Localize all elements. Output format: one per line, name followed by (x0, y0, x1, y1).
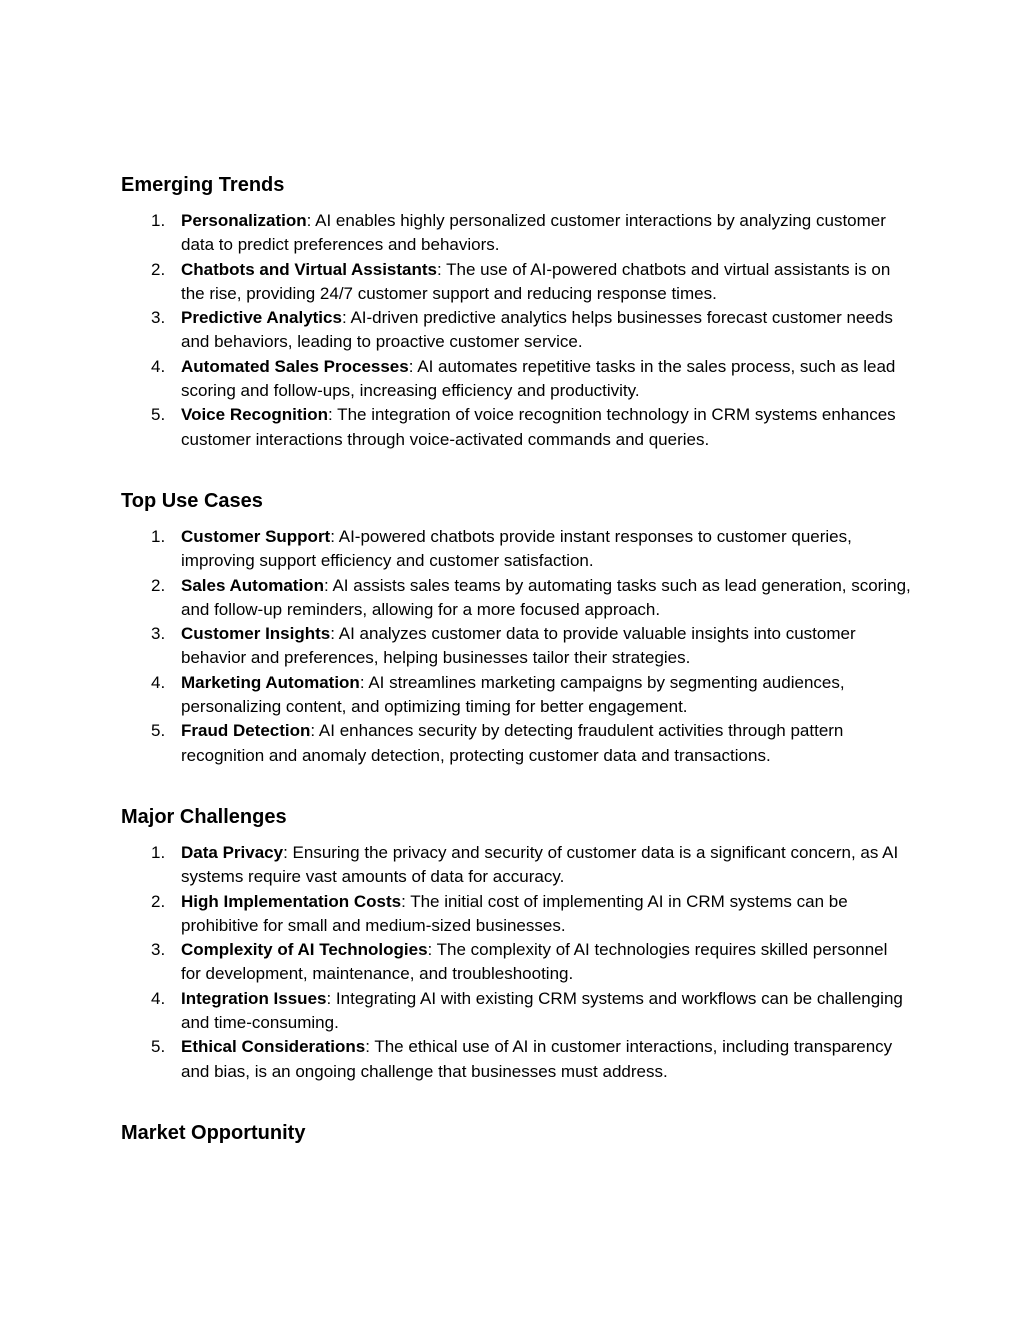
item-number: 2. (151, 259, 166, 279)
section-major-challenges (121, 805, 911, 1081)
item-text: : The complexity of AI technologies requires skilled personnel for development, maintenance, and troubleshooting. (181, 940, 888, 984)
item-number: 4. (151, 356, 166, 376)
list-item (121, 258, 911, 307)
numbered-list (121, 841, 911, 1084)
section-top-use-cases (121, 489, 911, 765)
list-item (121, 719, 911, 768)
numbered-list (121, 525, 911, 768)
list-item (121, 890, 911, 939)
item-number: 1. (151, 211, 166, 230)
item-term: Sales Automation (181, 575, 324, 595)
item-number: 4. (151, 672, 166, 692)
section-heading: Emerging Trends (121, 174, 285, 196)
item-number: 1. (151, 843, 166, 862)
item-text: : The initial cost of implementing AI in CRM systems can be prohibitive for small and medium-sized businesses. (181, 891, 848, 935)
item-text: : The ethical use of AI in customer interactions, including transparency and bias, is an ongoing challenge that businesses must address. (181, 1037, 893, 1081)
item-term: Ethical Considerations (181, 1037, 366, 1057)
item-text: : AI analyzes customer data to provide valuable insights into customer behavior and preferences, helping businesses tailor their strategies. (181, 624, 856, 668)
list-item (121, 987, 911, 1036)
item-number: 4. (151, 988, 166, 1008)
list-item (121, 403, 911, 452)
item-term: Integration Issues (181, 988, 327, 1008)
item-text: : AI enables highly personalized customer interactions by analyzing customer data to predict preferences and behaviors. (181, 211, 886, 255)
item-number: 1. (151, 527, 166, 546)
item-number: 2. (151, 575, 166, 595)
item-term: Chatbots and Virtual Assistants (181, 259, 437, 279)
list-item (121, 306, 911, 355)
list-item (121, 525, 911, 574)
item-number: 5. (151, 1037, 166, 1057)
item-term: Fraud Detection (181, 721, 311, 741)
list-item (121, 209, 911, 258)
item-text: : Integrating AI with existing CRM systems and workflows can be challenging and time-consuming. (181, 988, 903, 1033)
item-number: 3. (151, 308, 166, 328)
numbered-list (121, 209, 911, 452)
item-number: 3. (151, 624, 166, 644)
section-heading: Top Use Cases (121, 490, 263, 512)
item-text: : The integration of voice recognition technology in CRM systems enhances customer interactions through voice-activated commands and queries. (181, 405, 896, 449)
list-item (121, 1035, 911, 1084)
item-term: Personalization (181, 211, 307, 230)
item-term: Complexity of AI Technologies (181, 940, 428, 960)
section-emerging-trends (121, 173, 911, 449)
item-number: 5. (151, 405, 166, 425)
item-text: : Ensuring the privacy and security of customer data is a significant concern, as AI systems require vast amounts of data for accuracy. (181, 843, 899, 887)
item-text: : The use of AI-powered chatbots and virtual assistants is on the rise, providing 24/7 customer support and reducing response times. (181, 259, 891, 303)
item-text: : AI enhances security by detecting fraudulent activities through pattern recognition and anomaly detection, protecting customer data and transactions. (181, 721, 844, 765)
item-term: Data Privacy (181, 843, 284, 862)
section-market-opportunity (121, 1121, 911, 1145)
list-item (121, 671, 911, 720)
item-number: 2. (151, 891, 166, 911)
item-number: 3. (151, 940, 166, 960)
item-term: Predictive Analytics (181, 308, 342, 328)
item-term: Customer Support (181, 527, 331, 546)
list-item (121, 622, 911, 671)
item-term: Customer Insights (181, 624, 331, 644)
item-text: : AI streamlines marketing campaigns by segmenting audiences, personalizing content, and optimizing timing for better engagement. (181, 672, 845, 717)
section-heading: Major Challenges (121, 806, 287, 828)
item-text: : AI automates repetitive tasks in the sales process, such as lead scoring and follow-ups, increasing efficiency and productivity. (181, 356, 896, 401)
item-text: : AI-powered chatbots provide instant responses to customer queries, improving support efficiency and customer satisfaction. (181, 527, 852, 571)
item-term: High Implementation Costs (181, 891, 402, 911)
section-heading: Market Opportunity (121, 1122, 306, 1144)
list-item (121, 574, 911, 623)
item-term: Marketing Automation (181, 672, 360, 692)
item-text: : AI-driven predictive analytics helps businesses forecast customer needs and behaviors, leading to proactive customer service. (181, 308, 893, 352)
list-item (121, 841, 911, 890)
item-text: : AI assists sales teams by automating tasks such as lead generation, scoring, and follow-up reminders, allowing for a more focused approach. (181, 575, 911, 619)
list-item (121, 938, 911, 987)
item-term: Voice Recognition (181, 405, 329, 425)
item-number: 5. (151, 721, 166, 741)
item-term: Automated Sales Processes (181, 356, 409, 376)
list-item (121, 355, 911, 404)
